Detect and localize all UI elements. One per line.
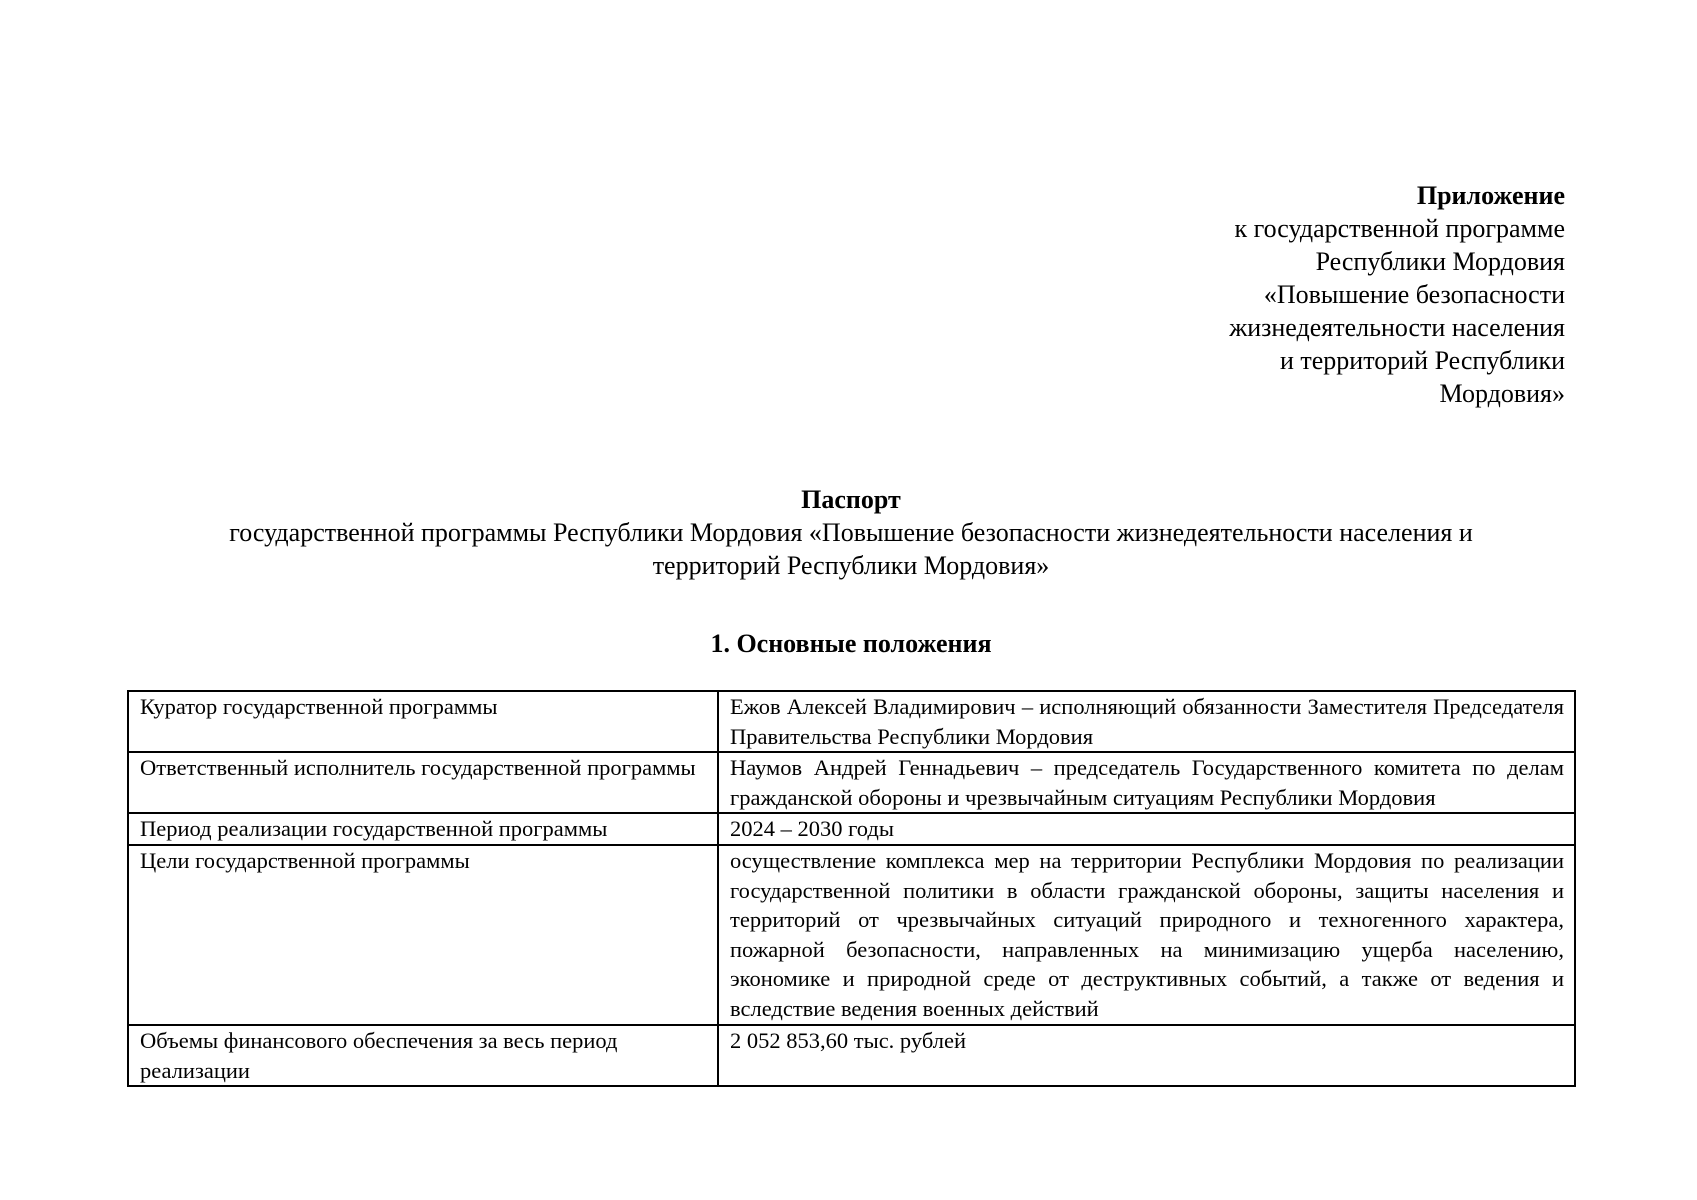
table-row xyxy=(128,752,1575,813)
row-value: Ежов Алексей Владимирович – исполняющий обязанности Заместителя Председателя Правительства Республики Мордовия xyxy=(718,691,1575,752)
appendix-line: жизнедеятельности населения xyxy=(1229,313,1565,342)
table-row xyxy=(128,845,1575,1025)
row-label: Цели государственной программы xyxy=(128,845,718,1025)
row-label: Период реализации государственной программы xyxy=(128,813,718,845)
passport-heading xyxy=(128,483,1574,582)
appendix-block xyxy=(1045,179,1565,410)
appendix-line: и территорий Республики xyxy=(1279,346,1565,375)
passport-subtitle-line: государственной программы Республики Мордовия «Повышение безопасности жизнедеятельности населения и xyxy=(229,518,1473,547)
appendix-line: к государственной программе xyxy=(1234,214,1565,243)
passport-subtitle-line: территорий Республики Мордовия» xyxy=(652,551,1050,580)
passport-title: Паспорт xyxy=(801,485,901,514)
appendix-line: Мордовия» xyxy=(1439,379,1565,408)
row-value: 2024 – 2030 годы xyxy=(718,813,1575,845)
main-provisions-table xyxy=(127,690,1576,1087)
row-label: Куратор государственной программы xyxy=(128,691,718,752)
appendix-line: Республики Мордовия xyxy=(1315,247,1565,276)
row-value: Наумов Андрей Геннадьевич – председатель Государственного комитета по делам гражданской обороны и чрезвычайным ситуациям Республики Мордовия xyxy=(718,752,1575,813)
row-label: Объемы финансового обеспечения за весь период реализации xyxy=(128,1025,718,1086)
table-row xyxy=(128,1025,1575,1086)
row-value: 2 052 853,60 тыс. рублей xyxy=(718,1025,1575,1086)
appendix-title: Приложение xyxy=(1416,181,1565,210)
appendix-line: «Повышение безопасности xyxy=(1263,280,1565,309)
section-title: 1. Основные положения xyxy=(710,629,992,658)
row-label: Ответственный исполнитель государственной программы xyxy=(128,752,718,813)
table-row xyxy=(128,813,1575,845)
row-value: осуществление комплекса мер на территории Республики Мордовия по реализации государственной политики в области гражданской обороны, защиты населения и территорий от чрезвычайных ситуаций природного и техногенного характера, пожарной безопасности, направленных на минимизацию ущерба населению, экономике и природной среде от деструктивных событий, а также от ведения и вследствие ведения военных действий xyxy=(718,845,1575,1025)
table-row xyxy=(128,691,1575,752)
